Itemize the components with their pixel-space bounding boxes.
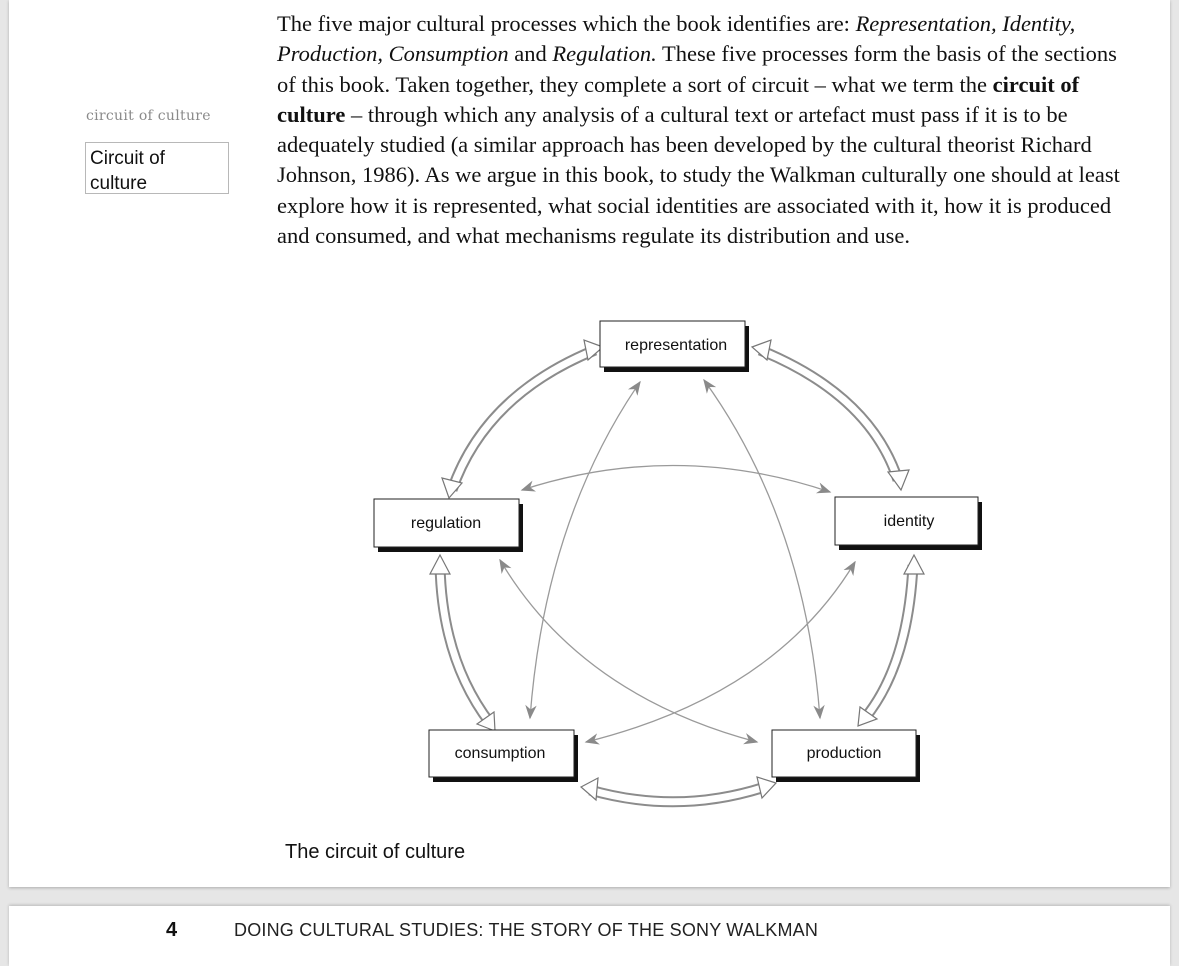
and-text: and xyxy=(508,41,553,67)
node-regulation xyxy=(374,499,523,552)
figure-caption: The circuit of culture xyxy=(285,841,466,863)
node-identity-label: identity xyxy=(883,513,935,530)
node-identity xyxy=(835,497,982,550)
rest-text: – through which any analysis of a cultural text or artefact must pass if it is to be adequately studied (a similar approach has been developed by the cultural theorist Richard Johnson, 1986). As we argue in this book, to study the Walkman culturally one should at least explore how it is represented, what social identities are associated with it, how it is produced and consumed, and what mechanisms regulate its distribution and use. xyxy=(277,101,1120,249)
bold-term-circuit: circuit of culture xyxy=(277,71,1080,127)
arrow-representation-production xyxy=(704,380,820,718)
node-regulation-label: regulation xyxy=(410,515,482,532)
outer-arrow-representation-regulation xyxy=(442,340,603,498)
outer-arrow-regulation-consumption xyxy=(430,555,495,731)
term-consumption: Consumption xyxy=(388,41,509,67)
outer-arrow-representation-identity xyxy=(752,340,909,490)
arrow-representation-consumption xyxy=(530,382,640,718)
outer-arrow-identity-production xyxy=(858,555,924,726)
margin-note: circuit of culture xyxy=(86,108,211,124)
term-regulation: Regulation. xyxy=(552,41,657,67)
term-identity: Identity, xyxy=(1002,11,1076,36)
node-representation xyxy=(600,321,749,372)
node-consumption-label: consumption xyxy=(454,745,546,762)
arrow-regulation-production xyxy=(500,560,757,742)
term-representation: Representation, xyxy=(855,11,997,36)
intro-text: The five major cultural processes which the book identifies are: xyxy=(277,11,856,36)
page-number: 4 xyxy=(166,919,178,941)
arrow-identity-consumption xyxy=(586,562,855,742)
after-terms-text: These five processes form the basis of the sections of this book. Taken together, they complete a sort of circuit – what we term the xyxy=(277,41,1117,97)
margin-keyword-box: Circuit of culture xyxy=(85,142,229,194)
node-production-label: production xyxy=(806,745,882,762)
node-representation-label: representation xyxy=(624,337,728,354)
node-production xyxy=(772,730,920,782)
outer-arrow-consumption-production xyxy=(581,777,776,802)
term-production: Production, xyxy=(277,41,384,67)
running-head: DOING CULTURAL STUDIES: THE STORY OF THE SONY WALKMAN xyxy=(234,920,819,940)
node-consumption xyxy=(429,730,578,782)
arrow-regulation-identity xyxy=(522,465,830,492)
